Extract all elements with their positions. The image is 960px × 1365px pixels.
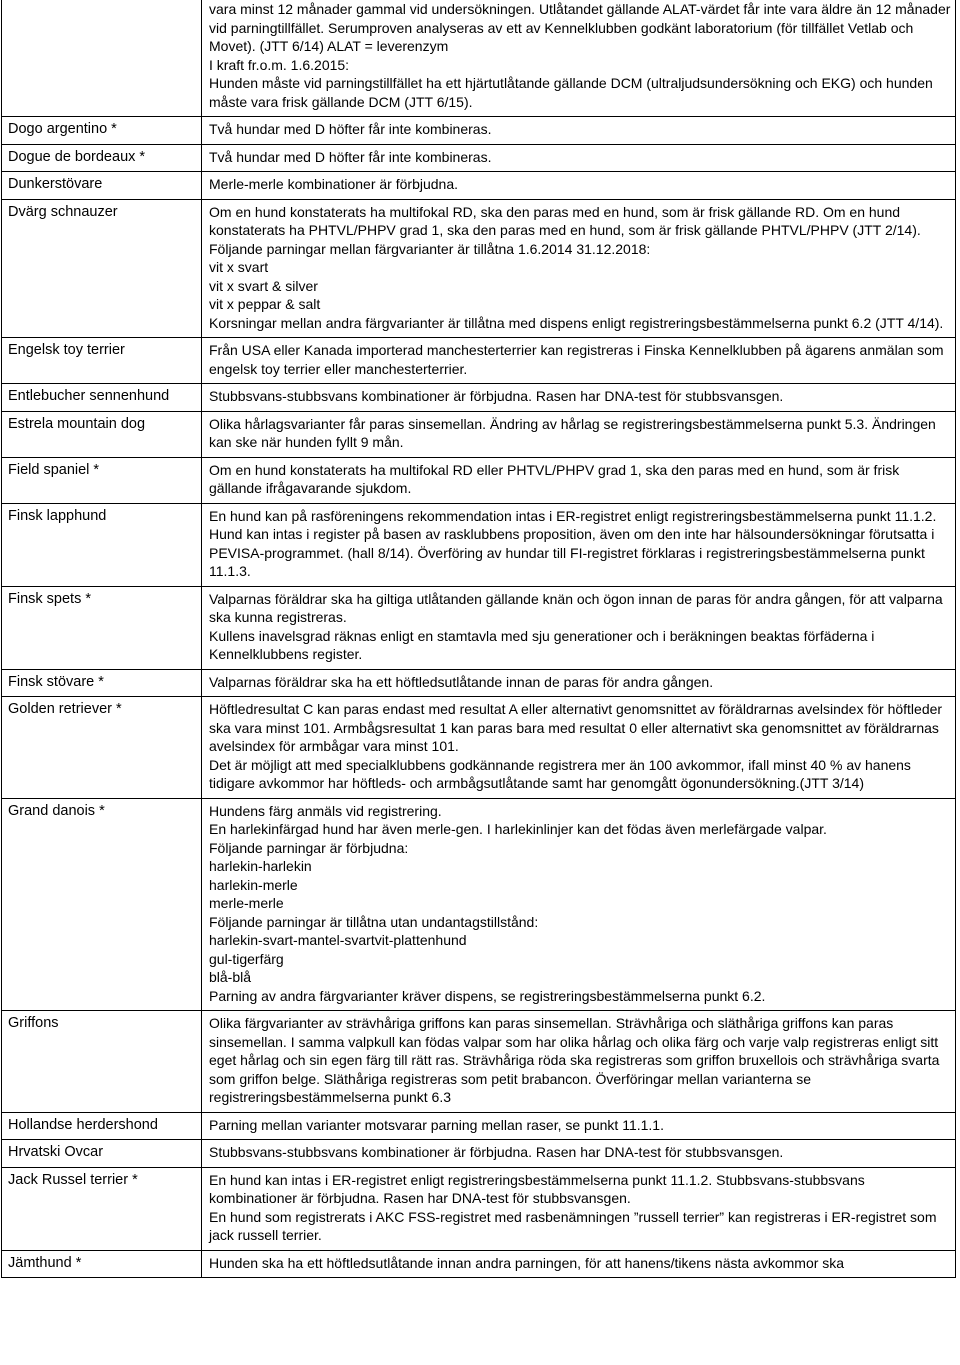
breed-rule-cell [202,669,956,697]
rule-text-line: En harlekinfärgad hund har även merle-gen. I harlekinlinjer kan det födas även merlefärgade valpar. [209,821,827,837]
rule-text-line: Stubbsvans-stubbsvans kombinationer är förbjudna. Rasen har DNA-test för stubbsvansgen. [209,388,784,404]
breed-rule-cell [202,798,956,1011]
breed-rule-cell [202,1167,956,1250]
rule-text-line: Parning mellan varianter motsvarar parning mellan raser, se punkt 11.1.1. [209,1116,664,1133]
breed-rule-cell [202,1140,956,1168]
breed-rule-cell [202,586,956,669]
breed-rule-cell [202,1112,956,1140]
table-row [2,1112,956,1140]
rule-text-line: Valparnas föräldrar ska ha giltiga utlåtanden gällande knän och ögon innan de paras för andra gången, för att valparna ska kunna registreras. [209,590,943,625]
breed-rule-cell [202,199,956,338]
rule-text-line: Korsningar mellan andra färgvarianter är tillåtna med dispens enligt registreringsbestämmelserna punkt 6.2 (JTT 4/14). [209,314,944,331]
breed-name-cell: Hrvatski Ovcar [2,1140,202,1168]
table-row [2,1250,956,1278]
table-row [2,798,956,1011]
breed-rule-cell [202,117,956,145]
rule-text-line: vit x svart & silver [209,277,318,294]
rule-text-line: harlekin-harlekin [209,858,312,874]
rule-text-line: En hund kan intas i ER-registret enligt registreringsbestämmelserna punkt 11.1.2. Stubbsvans-stubbsvans kombinationer är förbjudna. Rasen har DNA-test för stubbsvansgen. [209,1171,865,1206]
breed-rule-cell [202,1011,956,1113]
table-row [2,1140,956,1168]
table-row [2,144,956,172]
rule-text-line: Hundens färg anmäls vid registrering. [209,802,442,819]
breed-name-cell: Finsk lapphund [2,503,202,586]
breed-name-cell [2,0,202,117]
breed-rule-cell [202,338,956,384]
breed-name-cell: Dvärg schnauzer [2,199,202,338]
breed-name-cell: Finsk spets * [2,586,202,669]
breed-rule-cell [202,1250,956,1278]
rule-text-line: Hunden ska ha ett höftledsutlåtande innan andra parningen, för att hanens/tikens nästa avkommor ska [209,1254,845,1271]
rule-text-line: harlekin-merle [209,876,298,893]
table-row [2,117,956,145]
rule-text-line: Höftledresultat C kan paras endast med resultat A eller alternativt genomsnittet av föräldrarnas avelsindex för höftleder ska vara minst 101. Armbågsresultat 1 kan paras bara med resultat 0 eller alternativt ska genomsnittet av föräldrarnas avelsindex för armbågar vara minst 101. [209,701,943,754]
breed-name-cell: Hollandse herdershond [2,1112,202,1140]
rule-text-line: vara minst 12 månader gammal vid undersökningen. Utlåtandet gällande ALAT-värdet får inte vara äldre än 12 månader vid parningtillfället. Serumproven analyseras av ett av Kennelklubben godkänt laboratorium (för tillfället Vetlab och Movet). (JTT 6/14) ALAT = leverenzym [209,1,951,54]
table-row [2,1167,956,1250]
breed-name-cell: Estrela mountain dog [2,411,202,457]
breed-name-cell: Field spaniel * [2,457,202,503]
rule-text-line: Det är möjligt att med specialklubbens godkännande registrera mer än 100 avkommor, ifall minst 40 % av hanens tidigare avkommor har höftleds- och armbågsutlåtande samt har genomgått ögonundersökning.(JTT 3/14) [209,756,911,791]
rule-text-line: Merle-merle kombinationer är förbjudna. [209,176,458,192]
breed-name-cell: Entlebucher sennenhund [2,384,202,412]
breed-rule-cell [202,172,956,200]
table-row [2,503,956,586]
breed-name-cell: Dogo argentino * [2,117,202,145]
breed-rule-cell [202,384,956,412]
table-body [2,0,956,1278]
table-row [2,338,956,384]
rule-text-line: Kullens inavelsgrad räknas enligt en stamtavla med sju generationer och i beräkningen beaktas förfäderna i Kennelklubbens register. [209,627,875,662]
breed-name-cell: Finsk stövare * [2,669,202,697]
table-row [2,384,956,412]
rule-text-line: Två hundar med D höfter får inte kombineras. [209,148,492,165]
rule-text-line: Olika hårlagsvarianter får paras sinsemellan. Ändring av hårlag se registreringsbestämmelserna punkt 5.3. Ändringen kan ske när hunden fyllt 9 mån. [209,415,936,450]
rule-text-line: Följande parningar är förbjudna: [209,839,409,856]
rule-text-line: gul-tigerfärg [209,950,284,967]
breed-rule-cell [202,0,956,117]
breed-name-cell: Golden retriever * [2,697,202,799]
rule-text-line: Följande parningar mellan färgvarianter är tillåtna 1.6.2014 31.12.2018: [209,240,651,257]
rule-text-line: vit x svart [209,259,269,275]
breed-rules-table [1,0,956,1278]
breed-name-cell: Jämthund * [2,1250,202,1278]
breed-rule-cell [202,144,956,172]
breed-rule-cell [202,503,956,586]
rule-text-line: Följande parningar är tillåtna utan undantagstillstånd: [209,913,539,930]
table-row [2,0,956,117]
breed-rule-cell [202,457,956,503]
breed-name-cell: Dogue de bordeaux * [2,144,202,172]
table-row [2,199,956,338]
rule-text-line: blå-blå [209,969,252,985]
breed-name-cell: Jack Russel terrier * [2,1167,202,1250]
rule-text-line: Hunden måste vid parningstillfället ha ett hjärtutlåtande gällande DCM (ultraljudsundersökning och EKG) och hunden måste vara frisk gällande DCM (JTT 6/15). [209,75,933,110]
table-row [2,586,956,669]
rule-text-line: Från USA eller Kanada importerad manchesterterrier kan registreras i Finska Kennelklubben på ägarens anmälan som engelsk toy terrier eller manchesterterrier. [209,342,944,377]
table-row [2,411,956,457]
rule-text-line: En hund kan på rasföreningens rekommendation intas i ER-registret enligt registreringsbestämmelserna punkt 11.1.2. Hund kan intas i register på basen av rasklubbens proposition, även om den inte har hälsoundersökningar förutsatta i PEVISA-programmet. (hall 8/14). Överföring av hundar till FI-registret förklaras i registreringsbestämmelserna punkt 11.1.3. [209,507,937,579]
breed-name-cell: Dunkerstövare [2,172,202,200]
rule-text-line: Om en hund konstaterats ha multifokal RD, ska den paras med en hund, som är frisk gällande RD. Om en hund konstaterats ha PHTVL/PHPV grad 1, ska den paras med en hund, som är frisk gällande PHTVL/PHPV (JTT 2/14). [209,203,921,238]
breed-rule-cell [202,697,956,799]
rule-text-line: vit x peppar & salt [209,296,321,312]
rule-text-line: I kraft fr.o.m. 1.6.2015: [209,56,350,73]
table-row [2,1011,956,1113]
rule-text-line: Parning av andra färgvarianter kräver dispens, se registreringsbestämmelserna punkt 6.2. [209,987,766,1004]
rule-text-line: Om en hund konstaterats ha multifokal RD eller PHTVL/PHPV grad 1, ska den paras med en hund, som är frisk gällande ifrågavarande sjukdom. [209,461,900,496]
breed-name-cell: Engelsk toy terrier [2,338,202,384]
rule-text-line: Två hundar med D höfter får inte kombineras. [209,121,492,137]
breed-name-cell: Grand danois * [2,798,202,1011]
rule-text-line: merle-merle [209,895,284,911]
rule-text-line: Olika färgvarianter av strävhåriga griffons kan paras sinsemellan. Strävhåriga och släthåriga griffons kan paras sinsemellan. I samma valpkull kan födas valpar som har olika hårlag och olika färg och varje valp registreras enligt sitt eget hårlag och sin egen färg till rätt ras. Strävhåriga röda ska registreras som griffon bruxellois och strävhåriga svarta som griffon belge. Släthåriga registreras som petit brabancon. Överföringar mellan varianterna se registreringsbestämmelserna punkt 6.3 [209,1015,940,1105]
table-row [2,669,956,697]
table-row [2,172,956,200]
rule-text-line: En hund som registrerats i AKC FSS-registret med rasbenämningen ”russell terrier” kan registreras i ER-registret som jack russell terrier. [209,1208,937,1243]
rule-text-line: Valparnas föräldrar ska ha ett höftledsutlåtande innan de paras för andra gången. [209,673,714,690]
rule-text-line: harlekin-svart-mantel-svartvit-plattenhund [209,932,467,948]
breed-name-cell: Griffons [2,1011,202,1113]
rule-text-line: Stubbsvans-stubbsvans kombinationer är förbjudna. Rasen har DNA-test för stubbsvansgen. [209,1144,784,1160]
table-row [2,457,956,503]
breed-rule-cell [202,411,956,457]
table-row [2,697,956,799]
